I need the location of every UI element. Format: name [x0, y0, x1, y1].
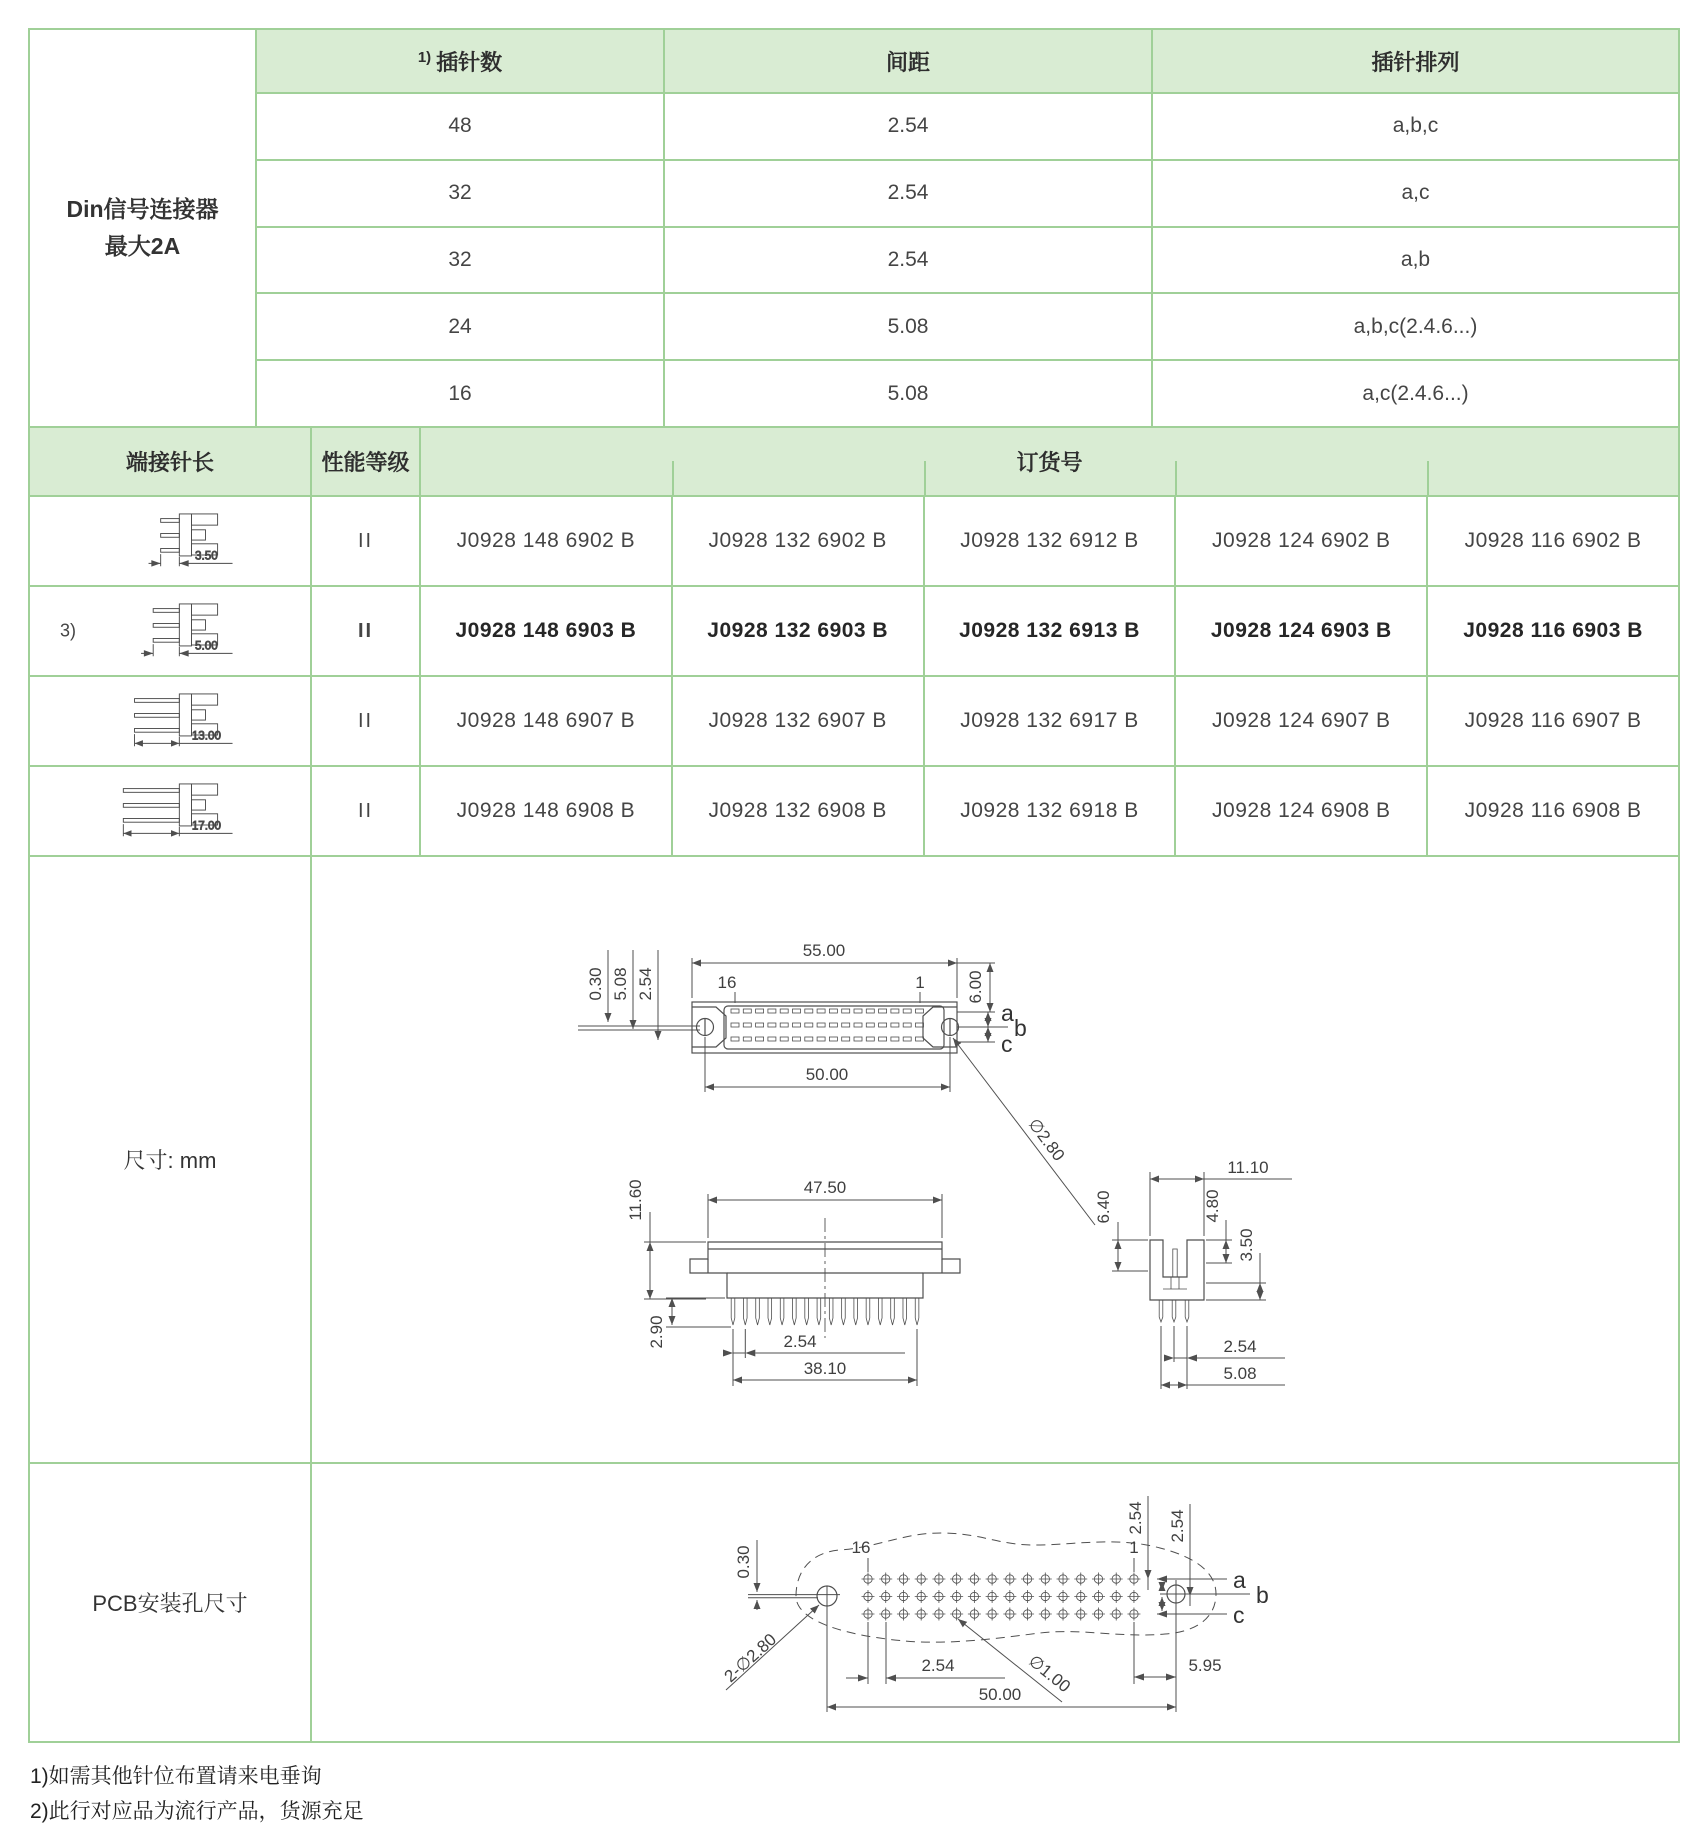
spec-arr-3: a,b,c(2.4.6...) [1153, 294, 1678, 359]
product-rating: 最大2A [104, 233, 181, 259]
row-b-label: b [1014, 1015, 1027, 1041]
spec-pitch-0: 2.54 [665, 94, 1151, 159]
order-no: J0928 132 6902 B [673, 497, 923, 585]
pin-length-cell-1 [30, 587, 310, 675]
dim-480: 4.80 [1203, 1189, 1222, 1223]
pin-length-icon-17.00 [100, 781, 240, 841]
dim-350: 3.50 [1237, 1228, 1256, 1262]
header-grade: 性能等级 [312, 428, 419, 495]
pcb-label: PCB安装孔尺寸 [30, 1464, 310, 1741]
spec-pins-2: 32 [257, 228, 663, 293]
order-no: J0928 124 6902 B [1176, 497, 1426, 585]
order-no: J0928 116 6902 B [1428, 497, 1678, 585]
dim-pitch1: 2.54 [1223, 1337, 1257, 1356]
spec-arr-1: a,c [1153, 161, 1678, 226]
spec-arr-0: a,b,c [1153, 94, 1678, 159]
pin-length-icon-3.50 [100, 511, 240, 571]
dim-hole-dia: ∅2.80 [1024, 1114, 1069, 1165]
header-divider [1427, 461, 1429, 495]
header-divider [1175, 461, 1177, 495]
dim-pitch2: 5.08 [1223, 1364, 1257, 1383]
pin-16-label: 16 [851, 1538, 871, 1557]
pin-length-value: 13.00 [191, 729, 221, 743]
dim-height: 11.60 [626, 1179, 645, 1221]
order-table [28, 426, 1680, 857]
spec-table [28, 28, 1680, 428]
row-b-label: b [1256, 1582, 1269, 1608]
dim-pitch: 2.54 [921, 1656, 955, 1675]
footnote-ref-1: 1) [417, 48, 432, 66]
product-name: Din信号连接器 [66, 196, 219, 223]
order-no: J0928 148 6908 B [421, 767, 671, 855]
order-no: J0928 124 6907 B [1176, 677, 1426, 765]
product-cell [30, 30, 255, 426]
pcb-section [28, 1462, 1680, 1743]
spec-pitch-3: 5.08 [665, 294, 1151, 359]
pin-length-icon-13.00 [100, 691, 240, 751]
dim-width: 47.50 [803, 1178, 847, 1197]
order-no: J0928 132 6918 B [925, 767, 1175, 855]
spec-pins-1: 32 [257, 161, 663, 226]
grade-cell-2: II [312, 677, 419, 765]
pin-length-value: 5.00 [195, 639, 218, 653]
dim-row-pitch1: 2.54 [1126, 1501, 1145, 1535]
order-no: J0928 148 6902 B [421, 497, 671, 585]
dimensions-section [28, 855, 1680, 1464]
order-no: J0928 132 6913 B [925, 587, 1175, 675]
grade-cell-1: II [312, 587, 419, 675]
spec-pitch-1: 2.54 [665, 161, 1151, 226]
grade-cell-0: II [312, 497, 419, 585]
order-no: J0928 148 6907 B [421, 677, 671, 765]
header-pin-length: 端接针长 [30, 428, 310, 495]
header-arrangement: 插针排列 [1153, 30, 1678, 92]
order-no: J0928 124 6908 B [1176, 767, 1426, 855]
dim-hole-span: 50.00 [805, 1065, 849, 1084]
pin-length-cell-0 [30, 497, 310, 585]
pin-length-icon-5.00 [100, 601, 240, 661]
dim-pin-len: 2.90 [647, 1315, 666, 1349]
header-divider [672, 461, 674, 495]
dim-pitch: 2.54 [783, 1332, 817, 1351]
header-pitch: 间距 [665, 30, 1151, 92]
order-no: J0928 132 6917 B [925, 677, 1175, 765]
row-c-label: c [1001, 1031, 1013, 1057]
dimensions-canvas [312, 857, 1678, 1462]
spec-pins-0: 48 [257, 94, 663, 159]
order-no: J0928 116 6908 B [1428, 767, 1678, 855]
dim-edge: 6.00 [966, 970, 985, 1004]
pcb-canvas [312, 1464, 1678, 1741]
order-no: J0928 132 6912 B [925, 497, 1175, 585]
row-c-label: c [1233, 1602, 1245, 1628]
dim-overall-width: 55.00 [802, 941, 846, 960]
dim-offset: 0.30 [734, 1545, 753, 1579]
spec-pins-3: 24 [257, 294, 663, 359]
dim-edge: 5.95 [1188, 1656, 1222, 1675]
footnotes [30, 1760, 364, 1829]
pin-length-value: 3.50 [195, 549, 218, 563]
order-no: J0928 124 6903 B [1176, 587, 1426, 675]
order-no: J0928 132 6907 B [673, 677, 923, 765]
spec-pitch-4: 5.08 [665, 361, 1151, 426]
spec-pins-4: 16 [257, 361, 663, 426]
dim-pin-span: 38.10 [803, 1359, 847, 1378]
dimensions-label: 尺寸: mm [30, 857, 310, 1462]
order-no: J0928 116 6903 B [1428, 587, 1678, 675]
dim-508: 5.08 [611, 967, 630, 1001]
header-order-no: 订货号 [421, 428, 1678, 495]
header-pin-count: 1) 插针数 [257, 30, 663, 92]
footnote-1: 1)如需其他针位布置请来电垂询 [30, 1765, 322, 1788]
footnote-ref-3: 3) [60, 620, 77, 641]
pin-1-label: 1 [915, 973, 925, 992]
header-divider [924, 461, 926, 495]
order-no: J0928 148 6903 B [421, 587, 671, 675]
dim-640: 6.40 [1094, 1190, 1113, 1224]
pin-16-label: 16 [717, 973, 737, 992]
footnote-2: 2)此行对应品为流行产品，货源充足 [30, 1799, 364, 1823]
order-no: J0928 132 6903 B [673, 587, 923, 675]
row-a-label: a [1233, 1567, 1246, 1593]
pin-length-cell-3 [30, 767, 310, 855]
dim-hole-dia: ∅1.00 [1024, 1651, 1075, 1697]
spec-arr-4: a,c(2.4.6...) [1153, 361, 1678, 426]
order-no: J0928 132 6908 B [673, 767, 923, 855]
row-a-label: a [1001, 1000, 1014, 1026]
order-no: J0928 116 6907 B [1428, 677, 1678, 765]
dim-width: 11.10 [1227, 1158, 1269, 1177]
pin-1-label: 1 [1129, 1538, 1139, 1557]
dim-span: 50.00 [978, 1685, 1022, 1704]
pin-length-cell-2 [30, 677, 310, 765]
grade-cell-3: II [312, 767, 419, 855]
dim-mount-holes: 2-∅2.80 [720, 1629, 781, 1687]
spec-arr-2: a,b [1153, 228, 1678, 293]
dim-row-pitch2: 2.54 [1168, 1509, 1187, 1543]
dim-030: 0.30 [586, 967, 605, 1001]
spec-pitch-2: 2.54 [665, 228, 1151, 293]
pin-length-value: 17.00 [191, 819, 221, 833]
dim-254: 2.54 [636, 967, 655, 1001]
